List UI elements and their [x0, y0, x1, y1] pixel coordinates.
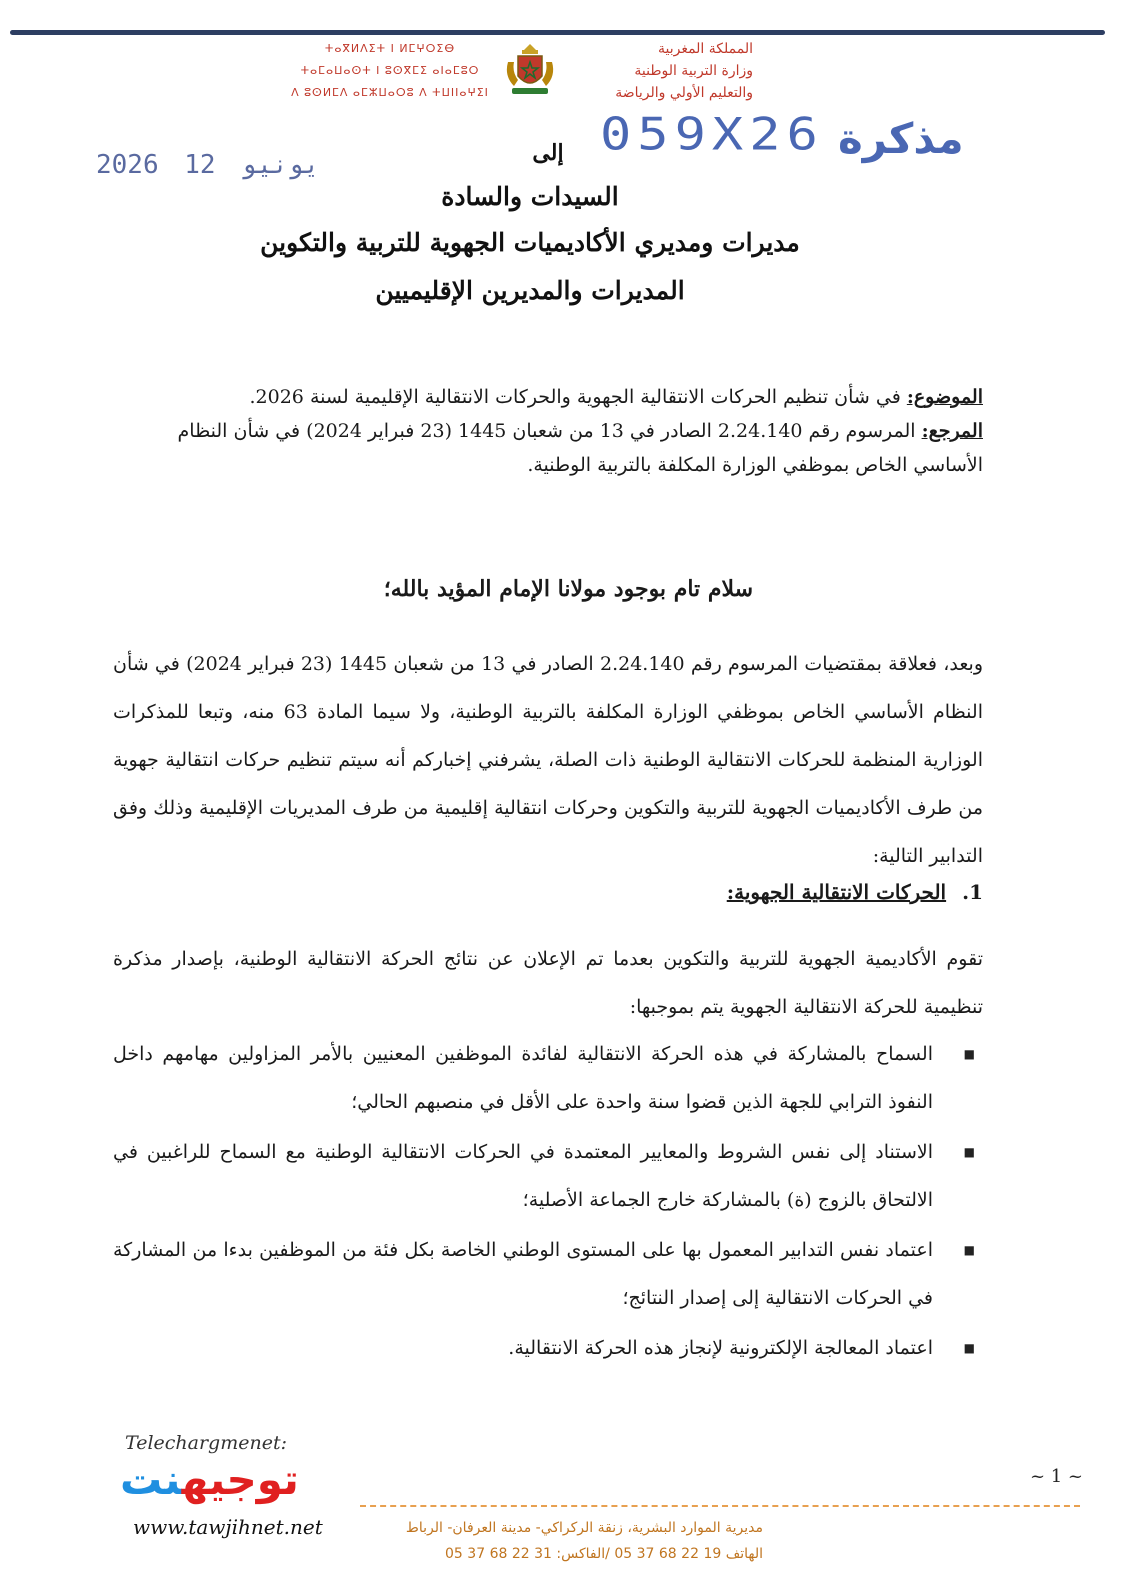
header-tifinagh [290, 38, 490, 104]
header-arabic-line-3: والتعليم الأولي والرياضة [615, 85, 753, 101]
list-item: ■ السماح بالمشاركة في هذه الحركة الانتقالية لفائدة الموظفين المعنيين بالأمر المزاولين مهامهم داخل النفوذ الترابي للجهة الذين قضوا سنة واحدة على الأقل في منصبهم الحالي؛ [113, 1030, 983, 1126]
section-1-bullets [113, 1030, 983, 1374]
addressee-line-3: المديرات والمديرين الإقليميين [375, 276, 685, 305]
header-tifinagh-line-1: ⵜⴰⴳⵍⴷⵉⵜ ⵏ ⵍⵎⵖⵔⵉⴱ [324, 42, 456, 55]
list-item: ■ اعتماد نفس التدابير المعمول بها على المستوى الوطني الخاصة بكل فئة من الموظفين بدءا من المشاركة في الحركات الانتقالية إلى إصدار النتائج؛ [113, 1226, 983, 1322]
watermark-logo-blue: نت [120, 1455, 182, 1504]
watermark-label: Telechargmenet: [125, 1432, 287, 1454]
body-paragraph: وبعد، فعلاقة بمقتضيات المرسوم رقم 2.24.140 الصادر في 13 من شعبان 1445 (23 فبراير 2024) في شأن النظام الأساسي الخاص بموظفي الوزارة المكلفة بالتربية الوطنية، ولا سيما المادة 63 منه، وتبعا للمذكرات الوزارية المنظمة للحركات الانتقالية الوطنية ذات الصلة، يشرفني إخباركم أنه سيتم تنظيم حركات انتقالية جهوية من طرف الأكاديميات الجهوية للتربية والتكوين وحركات انتقالية إقليمية من طرف المديريات الإقليمية وذلك وفق التدابير التالية: [113, 653, 983, 867]
header-arabic-line-1: المملكة المغربية [657, 41, 753, 57]
page-number: ~ 1 ~ [1029, 1466, 1083, 1487]
section-1-title [483, 880, 983, 904]
section-1-number: 1. [962, 880, 983, 904]
footer-divider [360, 1505, 1080, 1509]
watermark-url: www.tawjihnet.net [133, 1515, 323, 1539]
footer-phone: الهاتف 19 22 68 37 05 /الفاكس: 31 22 68 37 05 [445, 1546, 763, 1562]
footer-contact [303, 1515, 763, 1567]
date-stamp [96, 150, 330, 180]
subject-reference-block [153, 380, 983, 482]
section-1-title-text: الحركات الانتقالية الجهوية: [726, 880, 947, 904]
memo-label-stamp: مذكرة [838, 114, 964, 163]
addressee-line-2: مديرات ومديري الأكاديميات الجهوية للتربية والتكوين [260, 228, 800, 257]
footer-address: مديرية الموارد البشرية، زنقة الركراكي- مدينة العرفان- الرباط [405, 1520, 763, 1536]
list-item: ■ اعتماد المعالجة الإلكترونية لإنجاز هذه الحركة الانتقالية. [113, 1324, 983, 1372]
header-tifinagh-line-2: ⵜⴰⵎⴰⵡⴰⵙⵜ ⵏ ⵓⵙⴳⵎⵉ ⴰⵏⴰⵎⵓⵔ [300, 64, 480, 77]
reference-text: المرسوم رقم 2.24.140 الصادر في 13 من شعبان 1445 (23 فبراير 2024) في شأن النظام الأساسي الخاص بموظفي الوزارة المكلفة بالتربية الوطنية. [177, 420, 983, 476]
subject-text: في شأن تنظيم الحركات الانتقالية الجهوية والحركات الانتقالية الإقليمية لسنة 2026. [249, 386, 907, 408]
addressee-to: إلى [532, 140, 564, 166]
list-item: ■ الاستناد إلى نفس الشروط والمعايير المعتمدة في الحركات الانتقالية الوطنية مع السماح للراغبين في الالتحاق بالزوج (ة) بالمشاركة خارج الجماعة الأصلية؛ [113, 1128, 983, 1224]
watermark-logo [120, 1455, 299, 1504]
subject-label: الموضوع: [906, 386, 983, 408]
section-1-intro: تقوم الأكاديمية الجهوية للتربية والتكوين بعدما تم الإعلان عن نتائج الحركة الانتقالية الوطنية، بإصدار مذكرة تنظيمية للحركة الانتقالية الجهوية يتم بموجبها: [113, 948, 983, 1018]
watermark-logo-red: توجيه [181, 1455, 299, 1504]
greeting: سلام تام بوجود مولانا الإمام المؤيد بالله؛ [383, 576, 753, 602]
subject-line [153, 380, 983, 414]
date-day: 12 [184, 150, 216, 180]
date-month: يونيو [241, 150, 320, 180]
reference-label: المرجع: [921, 420, 983, 442]
reference-line [153, 414, 983, 482]
memo-reference-stamp: 059X26 [600, 109, 824, 161]
date-year: 2026 [96, 150, 159, 180]
addressee-line-1: السيدات والسادة [441, 182, 619, 211]
coat-of-arms-icon [500, 40, 560, 100]
header-tifinagh-line-3: ⴷ ⵓⵙⵍⵎⴷ ⴰⵎⵣⵡⴰⵔⵓ ⴷ ⵜⵡⵏⵏⴰⵖⵉⵏ [291, 86, 489, 99]
top-border-line [10, 30, 1105, 35]
header-arabic-line-2: وزارة التربية الوطنية [634, 63, 753, 79]
